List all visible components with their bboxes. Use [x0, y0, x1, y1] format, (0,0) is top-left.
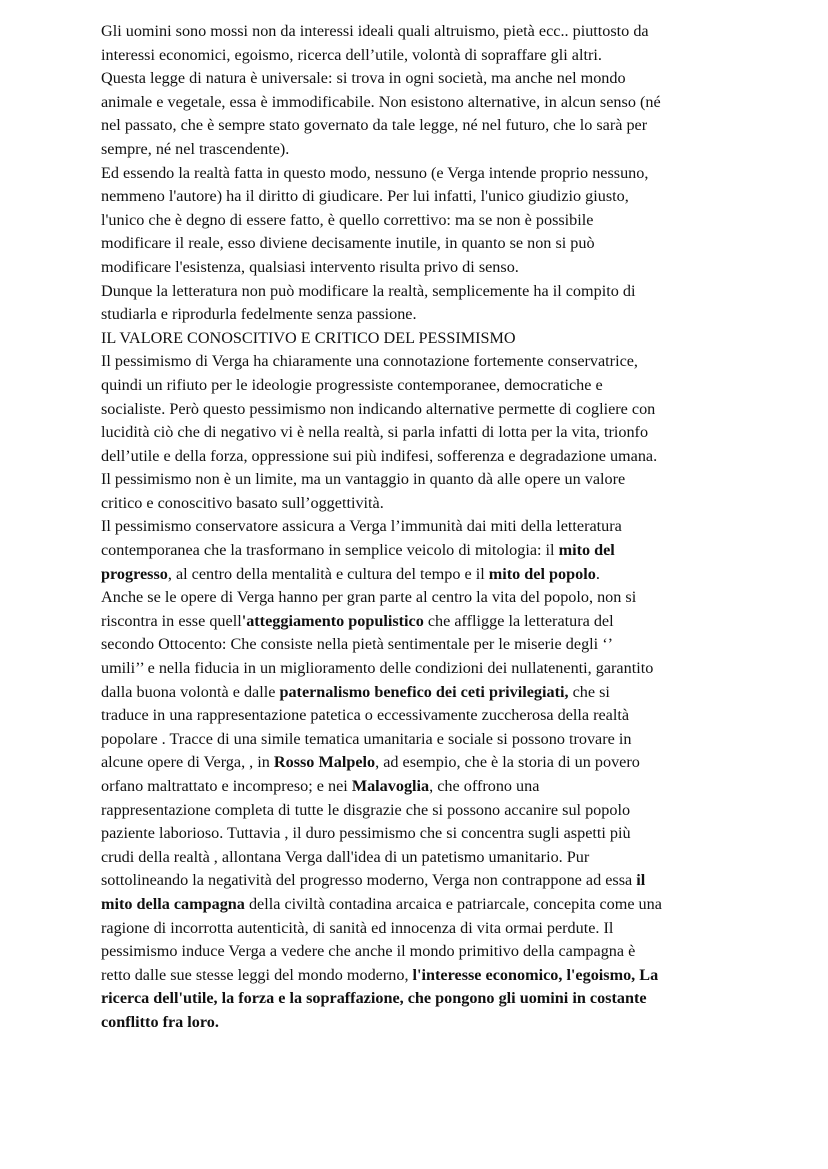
text-segment: , ad esempio, che è la storia di un povero	[375, 753, 640, 772]
text-line	[101, 492, 741, 516]
bold-text: progresso	[101, 564, 168, 583]
text-line	[101, 256, 741, 280]
text-line	[101, 586, 741, 610]
document-page	[101, 20, 741, 1035]
bold-text: Malavoglia	[351, 777, 430, 795]
text-segment: Il pessimismo di Verga ha chiaramente una connotazione fortemente conservatrice,	[101, 352, 638, 371]
text-line	[101, 67, 741, 91]
text-segment: quindi un rifiuto per le ideologie progressiste contemporanee, democratiche e	[101, 375, 603, 394]
text-segment: Il pessimismo conservatore assicura a Verga l’immunità dai miti della letteratura	[101, 517, 622, 536]
text-line	[101, 799, 741, 823]
text-line	[101, 869, 741, 893]
text-line	[101, 846, 741, 870]
text-line	[101, 539, 741, 563]
text-line	[101, 114, 741, 138]
text-line	[101, 421, 741, 445]
text-line	[101, 987, 741, 1011]
text-segment: retto dalle sue stesse leggi del mondo moderno,	[101, 965, 413, 984]
text-line	[101, 303, 741, 327]
text-line	[101, 751, 741, 775]
text-segment: paziente laborioso. Tuttavia , il duro pessimismo che si concentra sugli aspetti più	[101, 824, 631, 843]
text-segment: modificare l'esistenza, qualsiasi intervento risulta privo di senso.	[101, 257, 519, 276]
section-heading	[101, 327, 741, 351]
text-segment: , al centro della mentalità e cultura del tempo e il	[167, 564, 489, 583]
text-segment: lucidità ciò che di negativo vi è nella realtà, si parla infatti di lotta per la vita, trionfo	[101, 423, 649, 442]
text-segment: sottolineando la negatività del progresso moderno, Verga non contrappone ad essa	[101, 871, 637, 890]
text-segment: dell’utile e della forza, oppressione sui più indifesi, sofferenza e degradazione umana.	[101, 446, 658, 465]
text-line	[101, 280, 741, 304]
text-segment: nemmeno l'autore) ha il diritto di giudicare. Per lui infatti, l'unico giudizio giusto,	[101, 187, 629, 206]
bold-text: 'atteggiamento populistico	[241, 611, 424, 630]
text-line	[101, 185, 741, 209]
text-segment: traduce in una rappresentazione patetica o eccessivamente zuccherosa della realtà	[101, 706, 630, 725]
text-line	[101, 893, 741, 917]
text-line	[101, 398, 741, 422]
text-line	[101, 350, 741, 374]
bold-text: Rosso Malpelo	[273, 753, 376, 772]
text-line	[101, 468, 741, 492]
text-line	[101, 44, 741, 68]
text-segment: IL VALORE CONOSCITIVO E CRITICO DEL PESSIMISMO	[101, 328, 516, 347]
text-segment: animale e vegetale, essa è immodificabile. Non esistono alternative, in alcun senso (né	[101, 92, 661, 111]
bold-text: ricerca dell'utile, la forza e la sopraffazione, che pongono gli uomini in costante	[101, 989, 647, 1008]
text-segment: riscontra in esse quell	[101, 611, 242, 630]
text-segment: Gli uomini sono mossi non da interessi ideali quali altruismo, pietà ecc.. piuttosto da	[101, 22, 649, 40]
text-line	[101, 563, 741, 587]
text-segment: modificare il reale, esso diviene decisamente inutile, in quanto se non si può	[101, 234, 595, 253]
text-line	[101, 610, 741, 634]
text-segment: Il pessimismo non è un limite, ma un vantaggio in quanto dà alle opere un valore	[101, 470, 626, 489]
text-line	[101, 940, 741, 964]
text-segment: che si	[568, 682, 610, 701]
text-line	[101, 633, 741, 657]
text-line	[101, 917, 741, 941]
bold-text: l'interesse economico, l'egoismo, La	[412, 965, 659, 984]
text-segment: interessi economici, egoismo, ricerca dell’utile, volontà di sopraffare gli altri.	[101, 45, 602, 64]
text-segment: , che offrono una	[429, 777, 540, 795]
text-segment: critico e conoscitivo basato sull’oggettività.	[101, 493, 384, 512]
text-line	[101, 445, 741, 469]
text-line	[101, 1011, 741, 1035]
text-line	[101, 775, 741, 799]
bold-text: conflitto fra loro.	[101, 1012, 219, 1031]
text-line	[101, 138, 741, 162]
text-segment: crudi della realtà , allontana Verga dall'idea di un patetismo umanitario. Pur	[101, 847, 590, 866]
text-line	[101, 91, 741, 115]
text-segment: contemporanea che la trasformano in semplice veicolo di mitologia: il	[101, 541, 559, 560]
text-segment: della civiltà contadina arcaica e patriarcale, concepita come una	[244, 894, 662, 913]
bold-text: mito del popolo	[488, 564, 596, 583]
text-segment: sempre, né nel trascendente).	[101, 139, 290, 158]
bold-text: mito della campagna	[101, 894, 245, 913]
bold-text: paternalismo benefico dei ceti privilegiati,	[279, 682, 569, 701]
text-segment: socialiste. Però questo pessimismo non indicando alternative permette di cogliere con	[101, 399, 656, 418]
text-line	[101, 657, 741, 681]
text-line	[101, 374, 741, 398]
text-segment: che affligge la letteratura del	[423, 611, 614, 630]
text-line	[101, 20, 741, 44]
text-segment: nel passato, che è sempre stato governato da tale legge, né nel futuro, che lo sarà per	[101, 116, 648, 135]
bold-text: mito del	[558, 541, 615, 560]
text-segment: Ed essendo la realtà fatta in questo modo, nessuno (e Verga intende proprio nessuno,	[101, 163, 649, 182]
text-segment: orfano maltrattato e incompreso; e nei	[101, 777, 352, 795]
text-line	[101, 209, 741, 233]
text-segment: Anche se le opere di Verga hanno per gran parte al centro la vita del popolo, non si	[101, 588, 637, 607]
text-segment: popolare . Tracce di una simile tematica umanitaria e sociale si possono trovare in	[101, 729, 632, 748]
text-line	[101, 822, 741, 846]
text-segment: .	[595, 564, 600, 583]
text-segment: umili’’ e nella fiducia in un miglioramento delle condizioni dei nullatenenti, garantito	[101, 659, 654, 678]
text-segment: l'unico che è degno di essere fatto, è quello correttivo: ma se non è possibile	[101, 210, 594, 229]
text-segment: ragione di incorrotta autenticità, di sanità ed innocenza di vita ormai perdute. Il	[101, 918, 614, 937]
text-segment: alcune opere di Verga, , in	[101, 753, 274, 772]
bold-text: il	[636, 871, 646, 890]
text-line	[101, 162, 741, 186]
text-segment: Questa legge di natura è universale: si trova in ogni società, ma anche nel mondo	[101, 69, 626, 88]
text-line	[101, 515, 741, 539]
text-segment: rappresentazione completa di tutte le disgrazie che si possono accanire sul popolo	[101, 800, 631, 819]
text-segment: Dunque la letteratura non può modificare la realtà, semplicemente ha il compito di	[101, 281, 636, 300]
text-line	[101, 964, 741, 988]
text-segment: pessimismo induce Verga a vedere che anche il mondo primitivo della campagna è	[101, 942, 636, 961]
text-line	[101, 728, 741, 752]
text-line	[101, 681, 741, 705]
text-line	[101, 232, 741, 256]
text-line	[101, 704, 741, 728]
text-segment: studiarla e riprodurla fedelmente senza passione.	[101, 305, 417, 324]
text-segment: dalla buona volontà e dalle	[101, 682, 280, 701]
text-segment: secondo Ottocento: Che consiste nella pietà sentimentale per le miserie degli ‘’	[101, 635, 613, 654]
